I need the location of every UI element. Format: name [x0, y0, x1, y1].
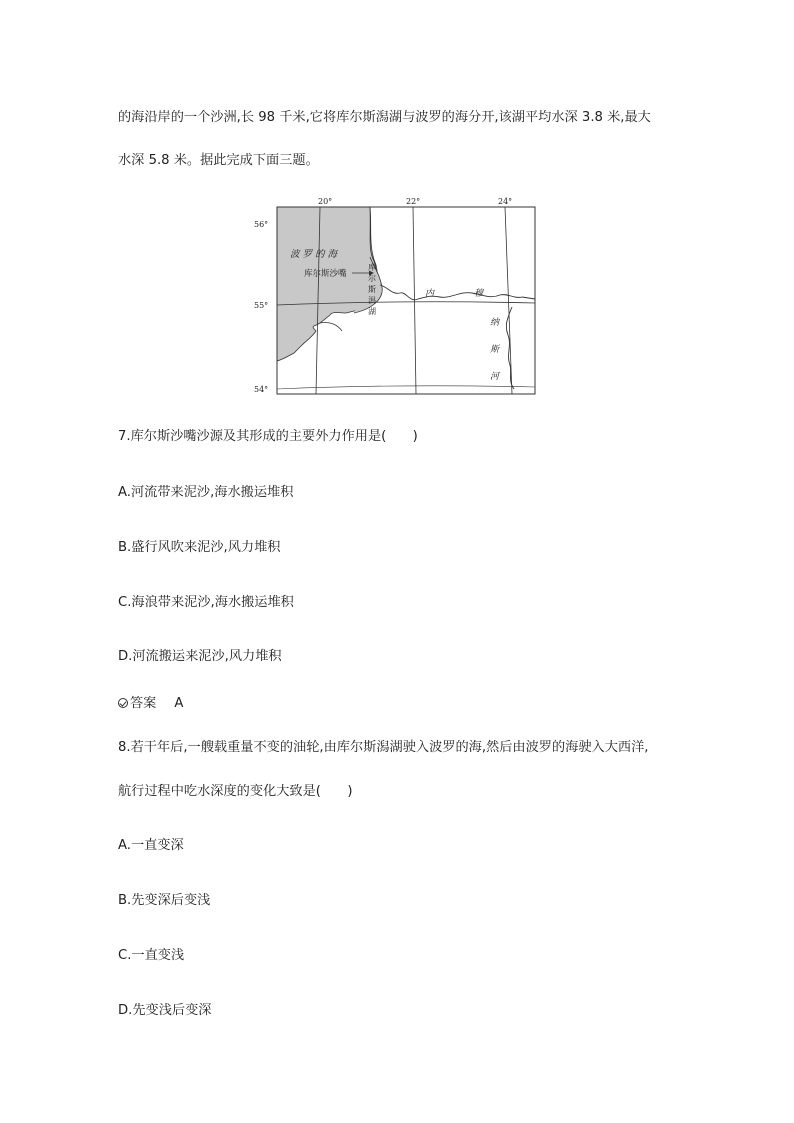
check-circle-icon — [118, 698, 128, 708]
river-char-4: 斯 — [490, 345, 500, 355]
curonian-lagoon-map — [250, 195, 538, 397]
q7-stem: 7.库尔斯沙嘴沙源及其形成的主要外力作用是( ) — [118, 429, 418, 444]
river-char-2: 穆 — [474, 289, 484, 299]
parallel-54-56 — [277, 386, 535, 389]
river-char-3: 纳 — [490, 318, 500, 328]
q8-option-d: D.先变浅后变深 — [118, 1003, 212, 1018]
neman-river — [380, 285, 535, 300]
q7-option-c: C.海浪带来泥沙,海水搬运堆积 — [118, 595, 294, 610]
meridian-24 — [505, 207, 512, 394]
lagoon-inlet — [320, 322, 342, 331]
q7-option-d: D.河流搬运来泥沙,风力堆积 — [118, 649, 282, 664]
lat-label-55: 55° — [254, 301, 269, 310]
q8-option-b: B.先变深后变浅 — [118, 893, 211, 908]
meridian-22 — [413, 207, 416, 394]
intro-line-2: 水深 5.8 米。据此完成下面三题。 — [118, 153, 319, 168]
q8-option-a: A.一直变深 — [118, 838, 184, 853]
lagoon-char-2: 尔 — [368, 274, 376, 283]
intro-line-1: 的海沿岸的一个沙洲,长 98 千米,它将库尔斯潟湖与波罗的海分开,该湖平均水深 3.8 米,最大 — [118, 110, 651, 125]
spit-label: 库尔斯沙嘴 — [304, 269, 347, 279]
lagoon-char-3: 斯 — [368, 285, 376, 294]
answer-value: A — [174, 696, 184, 711]
lagoon-char-4: 潟 — [368, 296, 376, 305]
lagoon-char-1: 库 — [368, 263, 376, 272]
lon-label-20: 20° — [318, 197, 333, 206]
q7-answer — [118, 697, 183, 710]
q7-option-b: B.盛行风吹来泥沙,风力堆积 — [118, 540, 281, 555]
answer-label: 答案 — [130, 696, 157, 711]
lon-label-22: 22° — [406, 197, 421, 206]
lagoon-char-5: 湖 — [368, 307, 376, 316]
baltic-sea-label: 波 罗 的 海 — [290, 249, 338, 260]
river-char-1: 内 — [425, 289, 435, 299]
lat-label-54: 54° — [254, 385, 269, 394]
q7-option-a: A.河流带来泥沙,海水搬运堆积 — [118, 485, 294, 500]
q8-option-c: C.一直变浅 — [118, 948, 185, 963]
q8-stem-line-1: 8.若干年后,一艘载重量不变的油轮,由库尔斯潟湖驶入波罗的海,然后由波罗的海驶入大西洋, — [118, 740, 649, 755]
lat-label-56: 56° — [254, 220, 269, 229]
q8-stem-line-2: 航行过程中吃水深度的变化大致是( ) — [118, 784, 353, 799]
lon-label-24: 24° — [498, 197, 513, 206]
river-char-5: 河 — [490, 372, 500, 382]
